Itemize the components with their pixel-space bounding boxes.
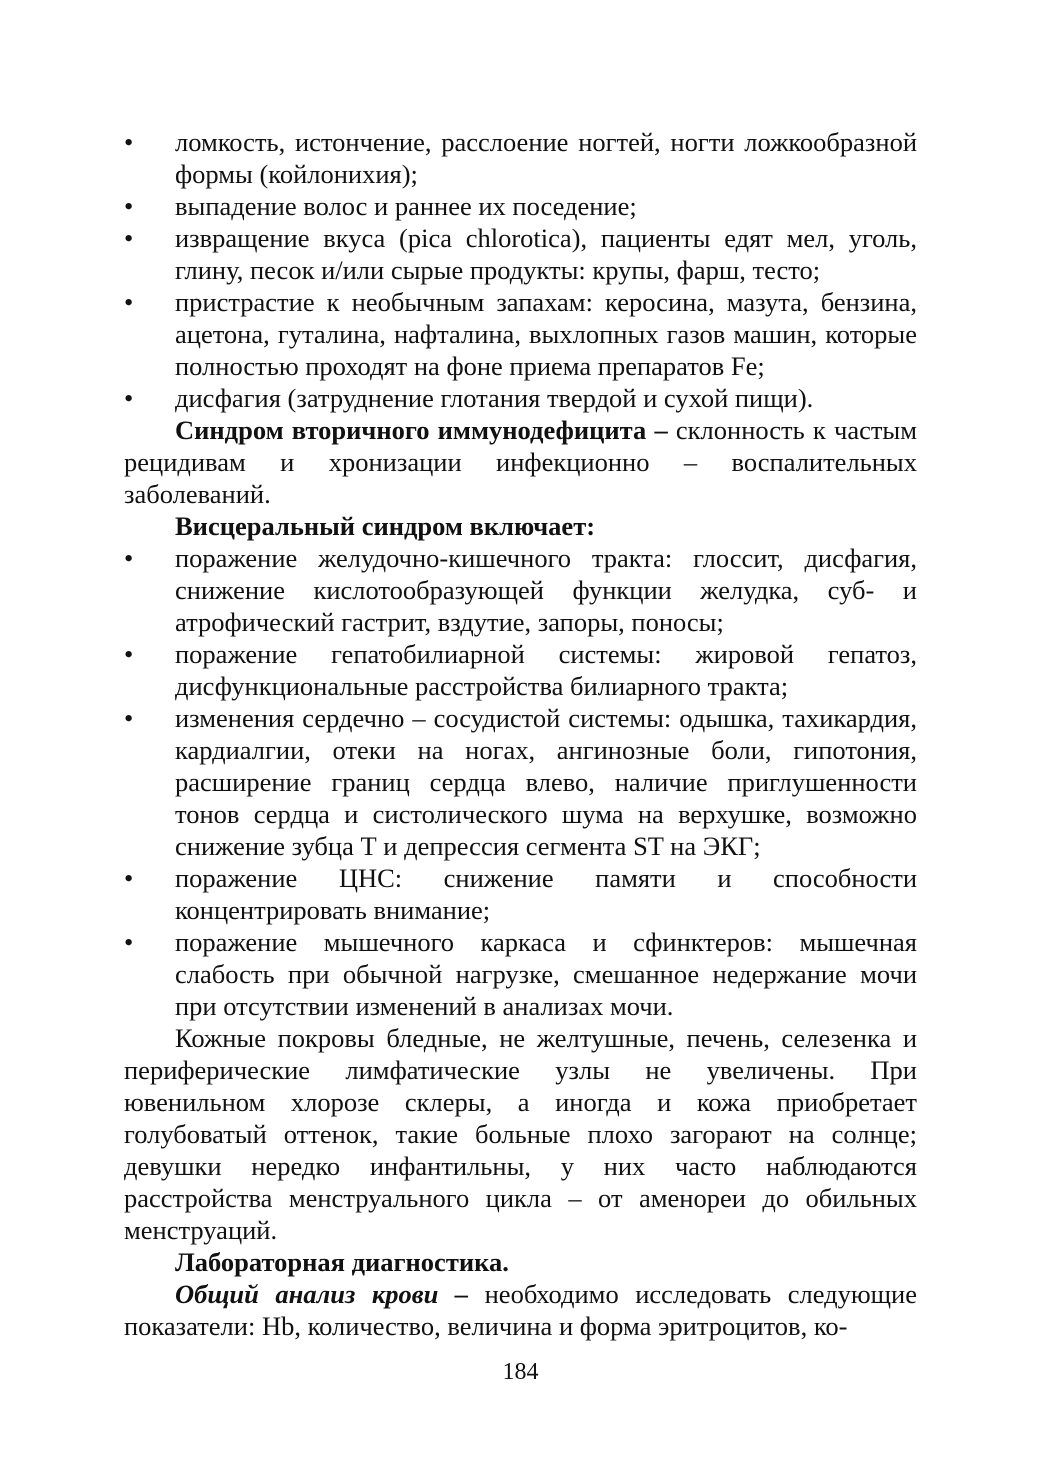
list-item: • поражение ЦНС: снижение памяти и способности концентрировать внимание;	[124, 862, 917, 926]
page-content	[124, 126, 917, 1342]
list-item: • поражение мышечного каркаса и сфинктеров: мышечная слабость при обычной нагрузке, смешанное недержание мочи при отсутствии изменений в анализах мочи.	[124, 926, 917, 1022]
list-item: • выпадение волос и раннее их поседение;	[124, 190, 917, 222]
symptom-list-2	[124, 542, 917, 1022]
immunodeficiency-text: склонность к частым рецидивам и хронизации инфекционно – воспалительных заболеваний.	[124, 415, 917, 509]
blood-analysis-heading: Общий анализ крови –	[175, 1279, 469, 1309]
blood-analysis-paragraph	[124, 1278, 917, 1342]
skin-paragraph: Кожные покровы бледные, не желтушные, печень, селезенка и периферические лимфатические узлы не увеличены. При ювенильном хлорозе склеры, а иногда и кожа приобретает голубоватый оттенок, такие больные плохо загорают на солнце; девушки нередко инфантильны, у них часто наблюдаются расстройства менструального цикла – от аменореи до обильных менструаций.	[124, 1023, 917, 1245]
list-item: • пристрастие к необычным запахам: керосина, мазута, бензина, ацетона, гуталина, нафталина, выхлопных газов машин, которые полностью проходят на фоне приема препаратов Fe;	[124, 286, 917, 382]
list-item: • дисфагия (затруднение глотания твердой и сухой пищи).	[124, 382, 917, 414]
list-item: • ломкость, истончение, расслоение ногтей, ногти ложкообразной формы (койлонихия);	[124, 126, 917, 190]
blood-analysis-text: необходимо исследовать следующие показатели: Hb, количество, величина и форма эритроцитов, ко-	[124, 1279, 917, 1341]
lab-diagnostics-heading: Лабораторная диагностика.	[175, 1247, 509, 1277]
list-item: • поражение желудочно-кишечного тракта: глоссит, дисфагия, снижение кислотообразующей функции желудка, суб- и атрофический гастрит, вздутие, запоры, поносы;	[124, 542, 917, 638]
immunodeficiency-paragraph	[124, 414, 917, 510]
list-item: • изменения сердечно – сосудистой системы: одышка, тахикардия, кардиалгии, отеки на ногах, ангинозные боли, гипотония, расширение границ сердца влево, наличие приглушенности тонов сердца и систолического шума на верхушке, возможно снижение зубца Т и депрессия сегмента ST на ЭКГ;	[124, 702, 917, 862]
list-item: • извращение вкуса (pica chlorotica), пациенты едят мел, уголь, глину, песок и/или сырые продукты: крупы, фарш, тесто;	[124, 222, 917, 286]
immunodeficiency-heading: Синдром вторичного иммунодефицита –	[175, 415, 668, 445]
visceral-heading: Висцеральный синдром включает:	[175, 511, 596, 541]
symptom-list-1	[124, 126, 917, 414]
page-number: 184	[502, 1359, 539, 1385]
list-item: • поражение гепатобилиарной системы: жировой гепатоз, дисфункциональные расстройства билиарного тракта;	[124, 638, 917, 702]
